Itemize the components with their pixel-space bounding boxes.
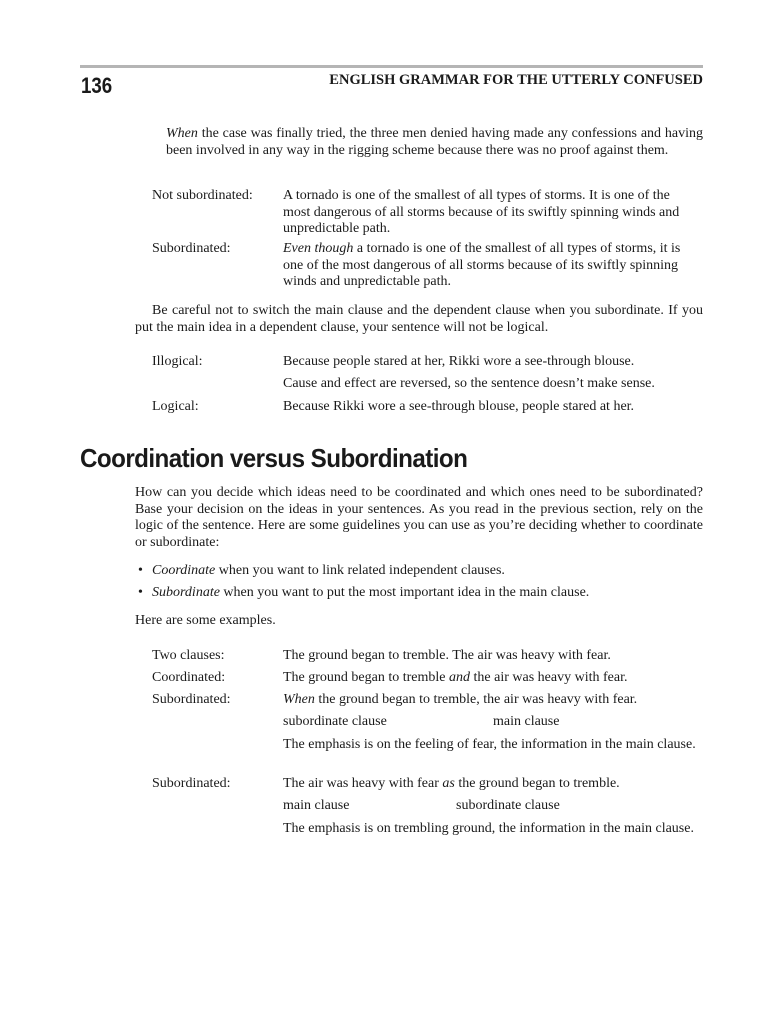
example-label: Subordinated: bbox=[152, 241, 231, 256]
example-text: the case was finally tried, the three men denied having made any confessions and having been involved in any way in the rigging scheme because there was no proof against them. bbox=[166, 126, 703, 158]
text: The air was heavy with fear bbox=[283, 776, 443, 791]
examples-intro: Here are some examples. bbox=[135, 613, 276, 628]
text: the air was heavy with fear. bbox=[470, 670, 628, 685]
italic-word: Coordinate bbox=[152, 563, 216, 578]
running-title: ENGLISH GRAMMAR FOR THE UTTERLY CONFUSED bbox=[329, 72, 703, 88]
example-text: A tornado is one of the smallest of all types of storms. It is one of the most dangerous of all storms because of its swiftly spinning winds and unpredictable path. bbox=[283, 188, 680, 236]
italic-word: Subordinate bbox=[152, 585, 220, 600]
example-label: Logical: bbox=[152, 399, 199, 414]
caution-paragraph: Be careful not to switch the main clause and the dependent clause when you subordinate. If you put the main idea in a dependent clause, your sentence will not be logical. bbox=[135, 303, 703, 335]
text: the ground began to tremble, the air was heavy with fear. bbox=[314, 692, 638, 707]
example-label: Two clauses: bbox=[152, 648, 225, 663]
example-label: Illogical: bbox=[152, 354, 203, 369]
example-note: The emphasis is on trembling ground, the information in the main clause. bbox=[283, 821, 694, 836]
example-label: Coordinated: bbox=[152, 670, 226, 685]
italic-word: When bbox=[283, 692, 315, 707]
example-text bbox=[283, 692, 703, 709]
section-heading: Coordination versus Subordination bbox=[80, 443, 468, 473]
header-rule bbox=[80, 65, 703, 68]
example-text: The ground began to tremble. The air was heavy with fear. bbox=[283, 648, 611, 663]
clause-tag: subordinate clause bbox=[456, 798, 560, 813]
example-note: Cause and effect are reversed, so the sentence doesn’t make sense. bbox=[283, 376, 655, 391]
italic-word: When bbox=[166, 126, 198, 141]
text: when you want to link related independent clauses. bbox=[215, 563, 505, 578]
text: the ground began to tremble. bbox=[454, 776, 620, 791]
text: The ground began to tremble bbox=[283, 670, 450, 685]
example-text bbox=[283, 776, 703, 793]
clause-tag: main clause bbox=[493, 714, 560, 729]
bullet-icon: • bbox=[138, 585, 143, 600]
example-label: Subordinated: bbox=[152, 776, 231, 791]
example-text: Because people stared at her, Rikki wore a see-through blouse. bbox=[283, 354, 635, 369]
text: a tornado is one of the smallest of all types of storms, it is one of the most dangerous of all storms because of its swiftly spinning winds and unpredictable path. bbox=[283, 241, 681, 289]
clause-tag: main clause bbox=[283, 798, 350, 813]
example-text bbox=[283, 670, 703, 687]
bullet-icon: • bbox=[138, 563, 143, 578]
italic-word: as bbox=[442, 776, 455, 791]
example-text: Because Rikki wore a see-through blouse, people stared at her. bbox=[283, 399, 635, 414]
page-number: 136 bbox=[81, 73, 113, 98]
italic-phrase: Even though bbox=[283, 241, 354, 256]
italic-word: and bbox=[449, 670, 471, 685]
example-text bbox=[283, 241, 693, 291]
text: when you want to put the most important idea in the main clause. bbox=[219, 585, 590, 600]
clause-tag: subordinate clause bbox=[283, 714, 387, 729]
example-label: Not subordinated: bbox=[152, 188, 253, 203]
bullet-item bbox=[152, 563, 505, 580]
intro-example bbox=[166, 126, 703, 159]
section-paragraph: How can you decide which ideas need to be coordinated and which ones need to be subordinated? Base your decision on the ideas in your sentences. As you read in the previous section, rely on the logic of the sentence. Here are some guidelines you can use as you’re deciding whether to coordinate or subordinate: bbox=[135, 485, 703, 550]
example-label: Subordinated: bbox=[152, 692, 231, 707]
bullet-item bbox=[152, 585, 589, 602]
example-note: The emphasis is on the feeling of fear, the information in the main clause. bbox=[283, 737, 696, 752]
